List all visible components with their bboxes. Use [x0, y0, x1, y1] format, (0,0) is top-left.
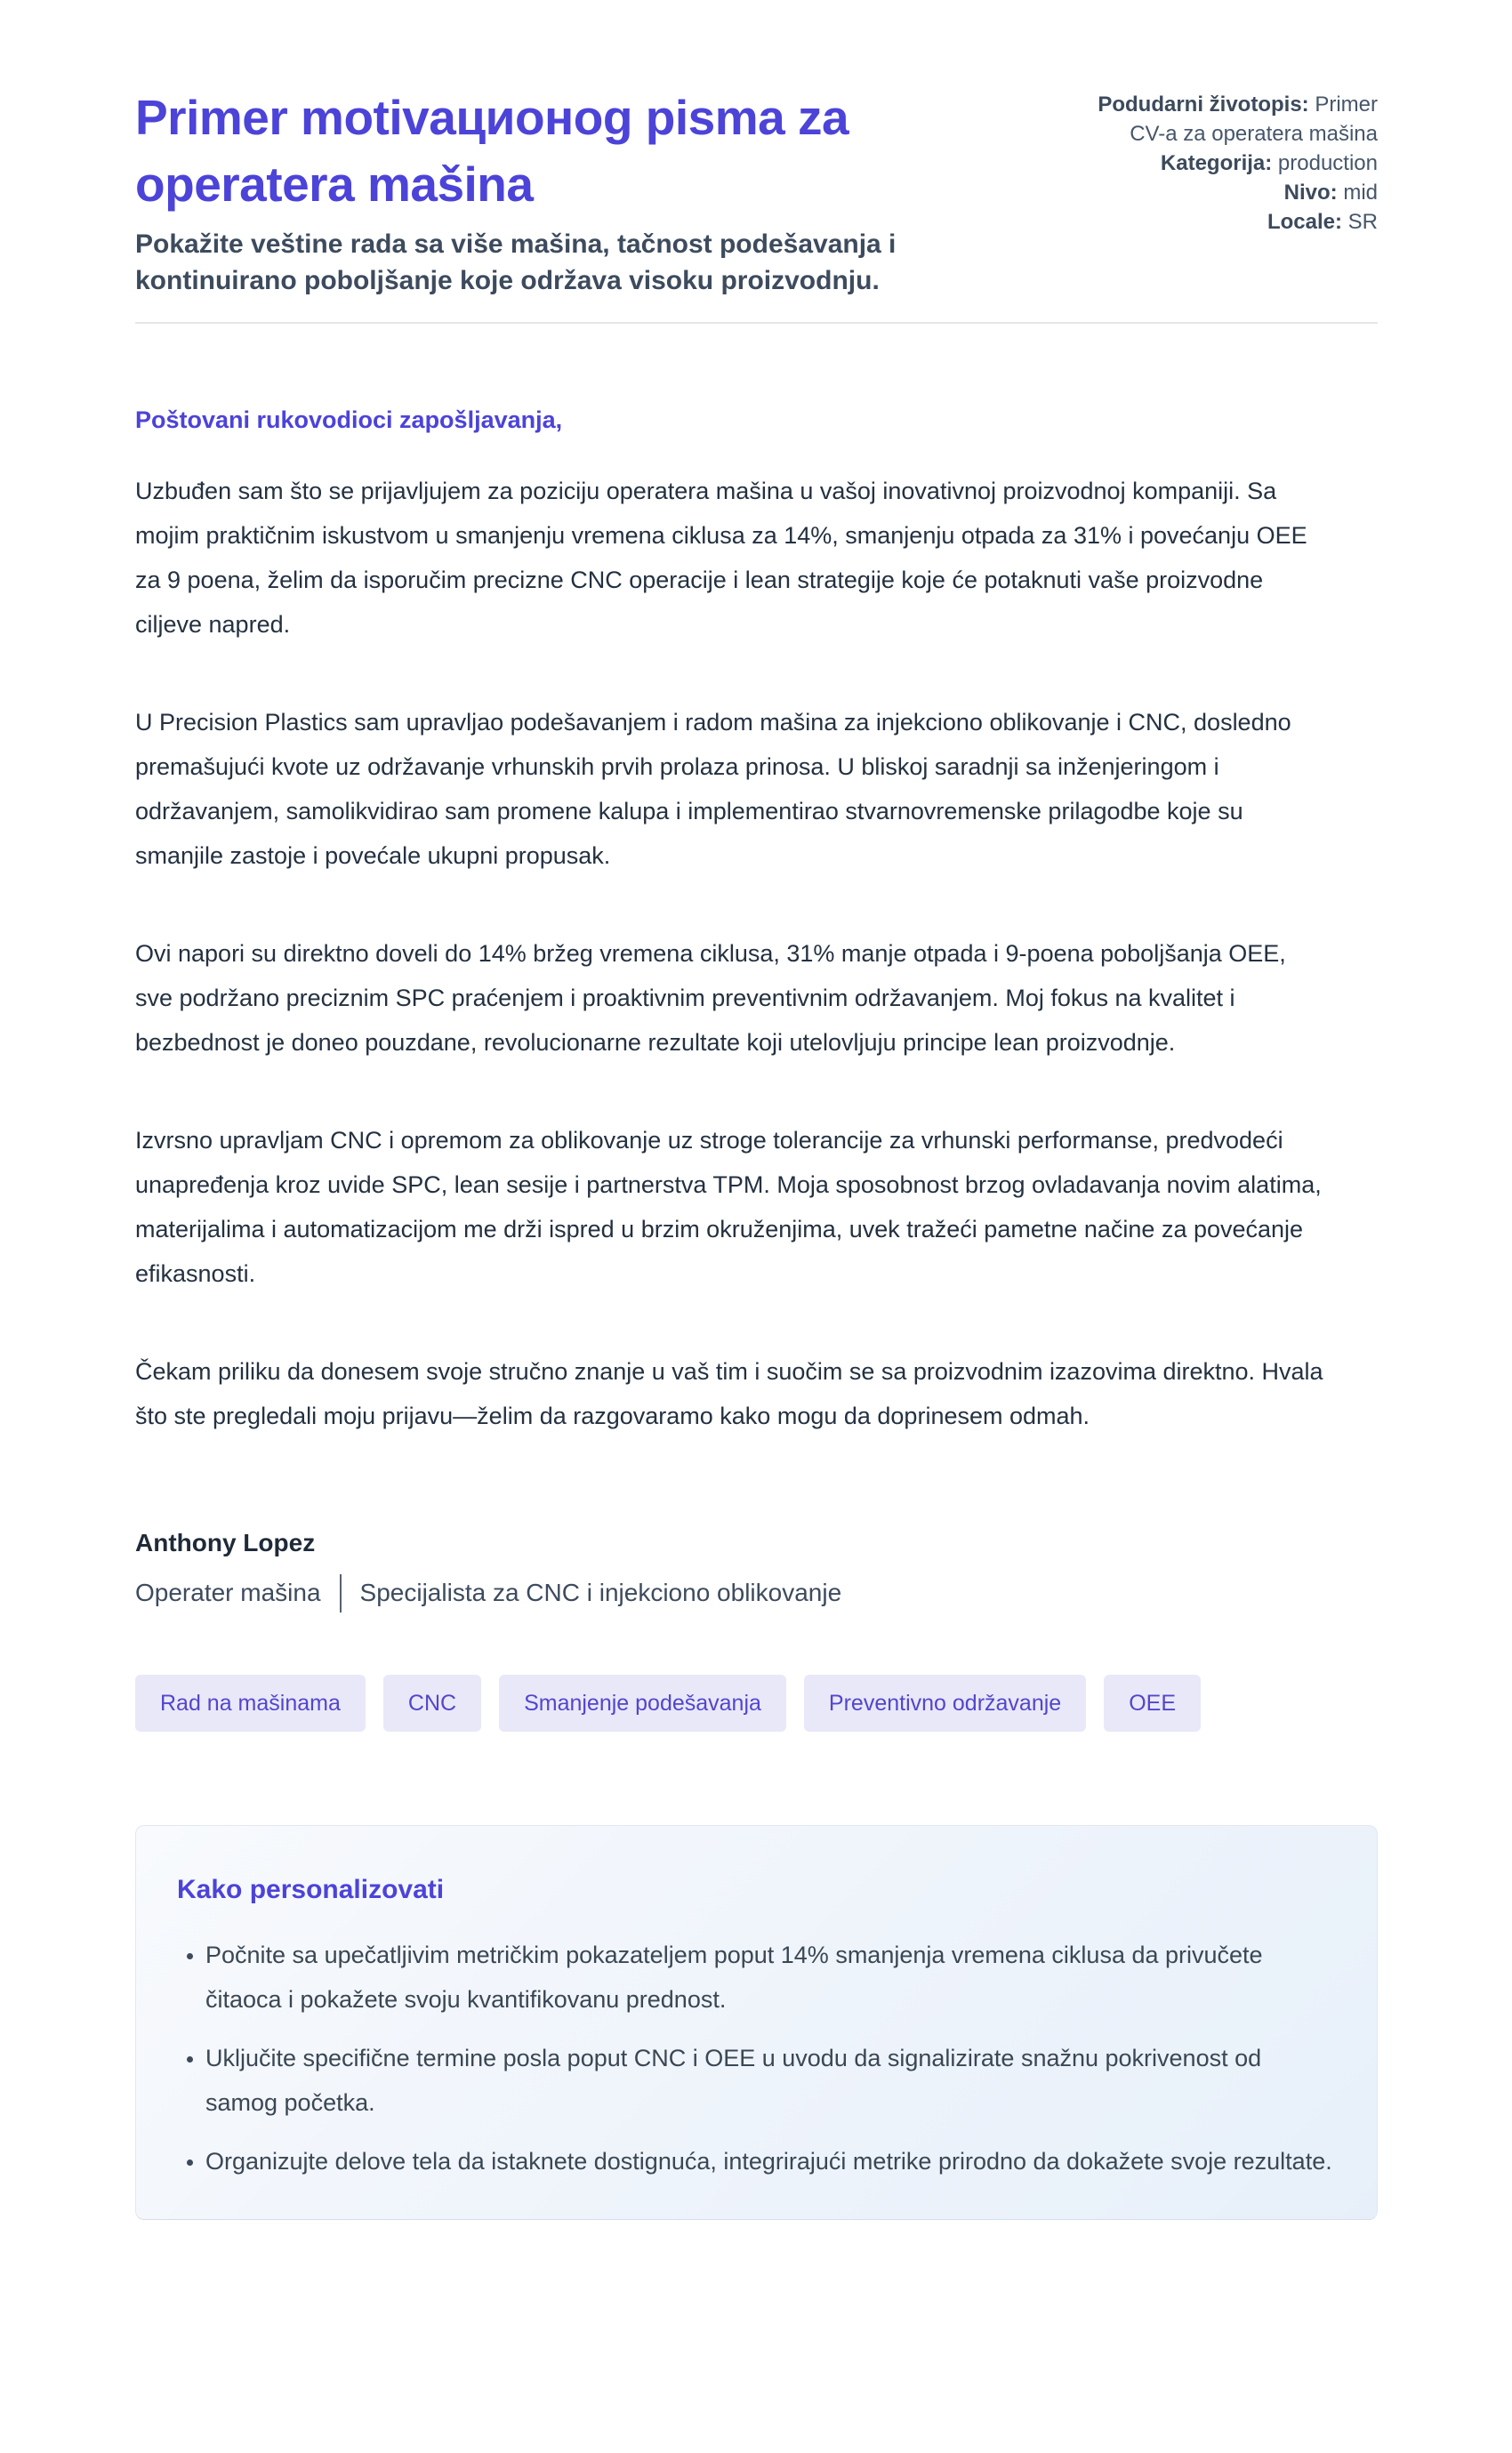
meta-level-value: mid: [1343, 181, 1378, 205]
page-subtitle: Pokažite veštine rada sa više mašina, tačnost podešavanja i kontinuirano poboljšanje koje održava visoku proizvodnju.: [135, 229, 897, 295]
skill-tag: Rad na mašinama: [135, 1675, 366, 1732]
letter-paragraph: Izvrsno upravljam CNC i opremom za oblikovanje uz stroge tolerancije za vrhunski performanse, predvodeći unapređenja kroz uvide SPC, lean sesije i partnerstva TPM. Moja sposobnost brzog ovladavanja novim alatima, materijalima i automatizacijom me drži ispred u brzim okruženjima, uvek tražeći pametne načine za povećanje efikasnosti.: [135, 1127, 1322, 1287]
letter-paragraph: Čekam priliku da donesem svoje stručno znanje u vaš tim i suočim se sa proizvodnim izazovima direktno. Hvala što ste pregledali moju prijavu—želim da razgovaramo kako mogu da doprinesem odmah.: [135, 1358, 1323, 1429]
letter-paragraph: Ovi napori su direktno doveli do 14% bržeg vremena ciklusa, 31% manje otpada i 9-poena poboljšanja OEE, sve podržano preciznim SPC praćenjem i proaktivnim preventivnim održavanjem. Moj fokus na kvalitet i bezbednost je doneo pouzdane, revolucionarne rezultate koji utelovljuju principe lean proizvodnje.: [135, 940, 1286, 1056]
skill-tag: Smanjenje podešavanja: [499, 1675, 786, 1732]
page-title: Primer motivационоg pisma za operatera mašina: [135, 90, 849, 212]
meta-resume-label: Podudarni životopis:: [1098, 92, 1309, 117]
meta-level-label: Nivo:: [1283, 181, 1338, 205]
meta-category-label: Kategorija:: [1160, 151, 1273, 175]
tips-title: Kako personalizovati: [177, 1875, 445, 1904]
skill-tag: OEE: [1104, 1675, 1201, 1732]
page-header: [135, 84, 1378, 299]
letter-body: [135, 403, 1378, 1613]
letter-paragraph: Uzbuđen sam što se prijavljujem za poziciju operatera mašina u vašoj inovativnoj proizvodnoj kompaniji. Sa mojim praktičnim iskustvom u smanjenju vremena ciklusa za 14%, smanjenju otpada za 31% i povećanju OEE za 9 poena, želim da isporučim precizne CNC operacije i lean strategije koje će potaknuti vaše proizvodne ciljeve napred.: [135, 478, 1307, 638]
meta-resume-value: Primer CV-a za operatera mašina: [1130, 92, 1378, 146]
personalization-tips-box: [135, 1825, 1378, 2220]
signature-role-secondary: Specijalista za CNC i injekciono oblikovanje: [359, 1579, 842, 1606]
skill-tag: CNC: [383, 1675, 481, 1732]
content-container: [135, 0, 1378, 2220]
letter-greeting: Poštovani rukovodioci zapošljavanja,: [135, 406, 563, 433]
tips-list: [177, 1933, 1334, 2184]
header-divider: [135, 322, 1378, 324]
header-title-block: [135, 84, 1065, 299]
letter-paragraph: U Precision Plastics sam upravljao podešavanjem i radom mašina za injekciono oblikovanje i CNC, dosledno premašujući kvote uz održavanje vrhunskih prvih prolaza prinosa. U bliskoj saradnji sa inženjeringom i održavanjem, samolikvidirao sam promene kalupa i implementirao stvarnovremenske prilagodbe koje su smanjile zastoje i povećale ukupni propusak.: [135, 709, 1291, 869]
meta-row-category: [1082, 149, 1378, 178]
tip-item: • Počnite sa upečatljivim metričkim pokazateljem poput 14% smanjenja vremena ciklusa da privučete čitaoca i pokažete svoju kvantifikovanu prednost.: [205, 1933, 1334, 2022]
tip-item: • Organizujte delove tela da istaknete dostignuća, integrirajući metrike prirodno da dokažete svoje rezultate.: [205, 2139, 1334, 2184]
meta-row-level: [1082, 178, 1378, 207]
role-separator-bar: [340, 1574, 342, 1613]
meta-locale-label: Locale:: [1267, 210, 1342, 234]
skill-tags-row: [135, 1675, 1378, 1732]
skill-tag: Preventivno održavanje: [804, 1675, 1086, 1732]
meta-row-resume: [1082, 90, 1378, 149]
signature-role-primary: Operater mašina: [135, 1579, 321, 1606]
signature-name: Anthony Lopez: [135, 1529, 316, 1556]
meta-row-locale: [1082, 207, 1378, 237]
meta-locale-value: SR: [1347, 210, 1378, 234]
tip-item: • Uključite specifične termine posla poput CNC i OEE u uvodu da signalizirate snažnu pokrivenost od samog početka.: [205, 2036, 1334, 2125]
meta-category-value: production: [1277, 151, 1378, 175]
signature-role: [135, 1573, 1378, 1613]
meta-panel: [1082, 90, 1378, 237]
